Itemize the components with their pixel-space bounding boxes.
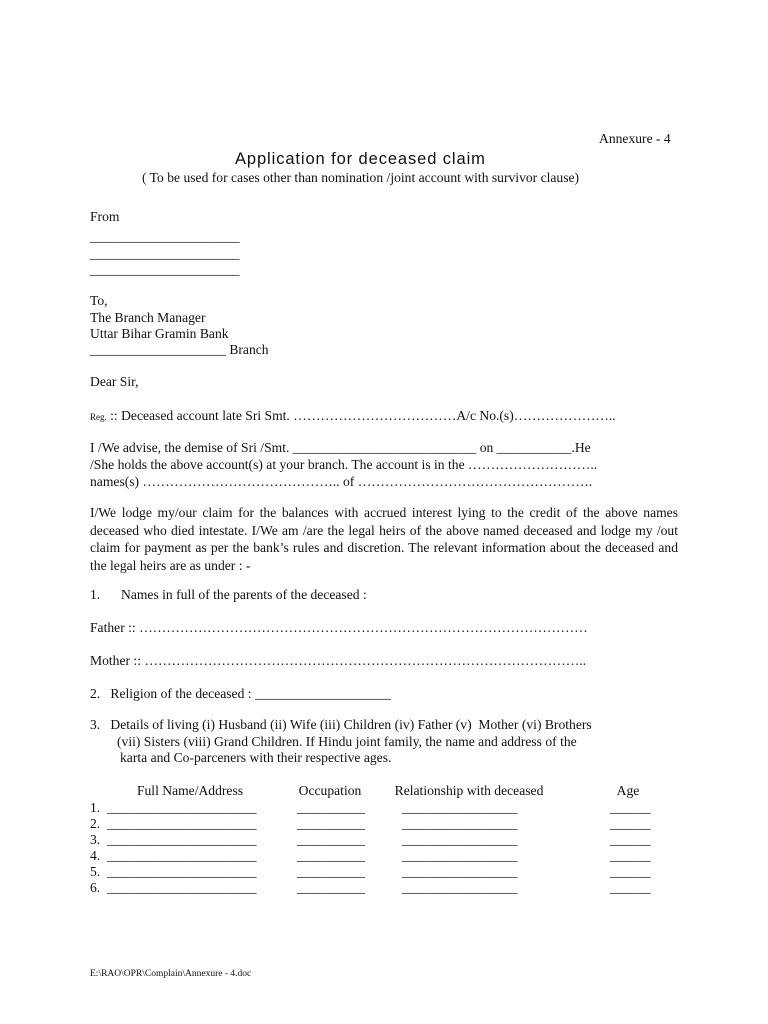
row-age-blank: ______ bbox=[610, 880, 651, 895]
item-3-line-1: 3. Details of living (i) Husband (ii) Wife (iii) Children (iv) Father (v) Mother (vi) Brothers bbox=[90, 717, 592, 732]
row-age-blank: ______ bbox=[610, 848, 651, 863]
row-occupation-blank: __________ bbox=[297, 800, 365, 815]
item-3-line-2: (vii) Sisters (viii) Grand Children. If Hindu joint family, the name and address of the bbox=[117, 734, 577, 749]
item-2-religion: 2. Religion of the deceased : ____________________ bbox=[90, 686, 391, 701]
mother-line: Mother :: …………………………………………………………………………………….. bbox=[90, 653, 587, 668]
row-relationship-blank: _________________ bbox=[402, 880, 518, 895]
from-label: From bbox=[90, 209, 120, 224]
item-3-line-3: karta and Co-parceners with their respective ages. bbox=[120, 750, 392, 765]
row-occupation-blank: __________ bbox=[297, 816, 365, 831]
row-number: 1. bbox=[90, 800, 101, 815]
row-number: 6. bbox=[90, 880, 101, 895]
row-relationship-blank: _________________ bbox=[402, 816, 518, 831]
table-header-age: Age bbox=[616, 783, 640, 798]
row-name-blank: ______________________ bbox=[107, 816, 257, 831]
row-occupation-blank: __________ bbox=[297, 864, 365, 879]
to-recipient: The Branch Manager bbox=[90, 310, 206, 325]
page-title: Application for deceased claim bbox=[235, 150, 486, 168]
row-name-blank: ______________________ bbox=[107, 832, 257, 847]
row-occupation-blank: __________ bbox=[297, 832, 365, 847]
item-1-number: 1. bbox=[90, 587, 101, 602]
row-relationship-blank: _________________ bbox=[402, 832, 518, 847]
row-age-blank: ______ bbox=[610, 816, 651, 831]
row-name-blank: ______________________ bbox=[107, 848, 257, 863]
subtitle: ( To be used for cases other than nomination /joint account with survivor clause) bbox=[142, 170, 580, 185]
to-branch-line: ____________________ Branch bbox=[90, 342, 269, 357]
row-name-blank: ______________________ bbox=[107, 880, 257, 895]
advise-line-1: I /We advise, the demise of Sri /Smt. ___________________________ on ___________.He bbox=[90, 440, 591, 455]
advise-line-2: /She holds the above account(s) at your branch. The account is in the ……………………….. bbox=[90, 457, 598, 472]
to-label: To, bbox=[90, 293, 108, 308]
row-number: 3. bbox=[90, 832, 101, 847]
row-name-blank: ______________________ bbox=[107, 800, 257, 815]
from-line: ______________________ bbox=[90, 229, 240, 244]
table-header-name: Full Name/Address bbox=[136, 783, 244, 798]
row-relationship-blank: _________________ bbox=[402, 800, 518, 815]
reg-line bbox=[90, 408, 616, 425]
table-header-relationship: Relationship with deceased bbox=[394, 783, 544, 798]
item-1-text: Names in full of the parents of the deceased : bbox=[121, 587, 367, 602]
advise-line-3: names(s) …………………………………….. of ……………………………………………. bbox=[90, 474, 593, 489]
row-name-blank: ______________________ bbox=[107, 864, 257, 879]
table-header-occupation: Occupation bbox=[298, 783, 362, 798]
row-number: 2. bbox=[90, 816, 101, 831]
annexure-label: Annexure - 4 bbox=[599, 131, 671, 146]
row-age-blank: ______ bbox=[610, 800, 651, 815]
row-number: 5. bbox=[90, 864, 101, 879]
claim-paragraph: I/We lodge my/our claim for the balances with accrued interest lying to the credit of the above names deceased who died intestate. I/We am /are the legal heirs of the above named deceased and lodge my /out claim for payment as per the bank’s rules and discretion. The relevant information about the deceased and the legal heirs are as under : - bbox=[90, 505, 678, 573]
row-relationship-blank: _________________ bbox=[402, 848, 518, 863]
row-age-blank: ______ bbox=[610, 832, 651, 847]
row-relationship-blank: _________________ bbox=[402, 864, 518, 879]
salutation: Dear Sir, bbox=[90, 374, 139, 389]
from-line: ______________________ bbox=[90, 262, 240, 277]
reg-prefix: Reg. bbox=[90, 412, 107, 422]
row-occupation-blank: __________ bbox=[297, 848, 365, 863]
reg-text: :: Deceased account late Sri Smt. ………………………………A/c No.(s)………………….. bbox=[106, 408, 616, 423]
from-line: ______________________ bbox=[90, 246, 240, 261]
father-line: Father :: ……………………………………………………………………………………… bbox=[90, 620, 588, 635]
row-age-blank: ______ bbox=[610, 864, 651, 879]
row-occupation-blank: __________ bbox=[297, 880, 365, 895]
footer-file-path: E:\RAO\OPR\Complain\Annexure - 4.doc bbox=[90, 969, 252, 979]
row-number: 4. bbox=[90, 848, 101, 863]
to-bank-name: Uttar Bihar Gramin Bank bbox=[90, 326, 229, 341]
